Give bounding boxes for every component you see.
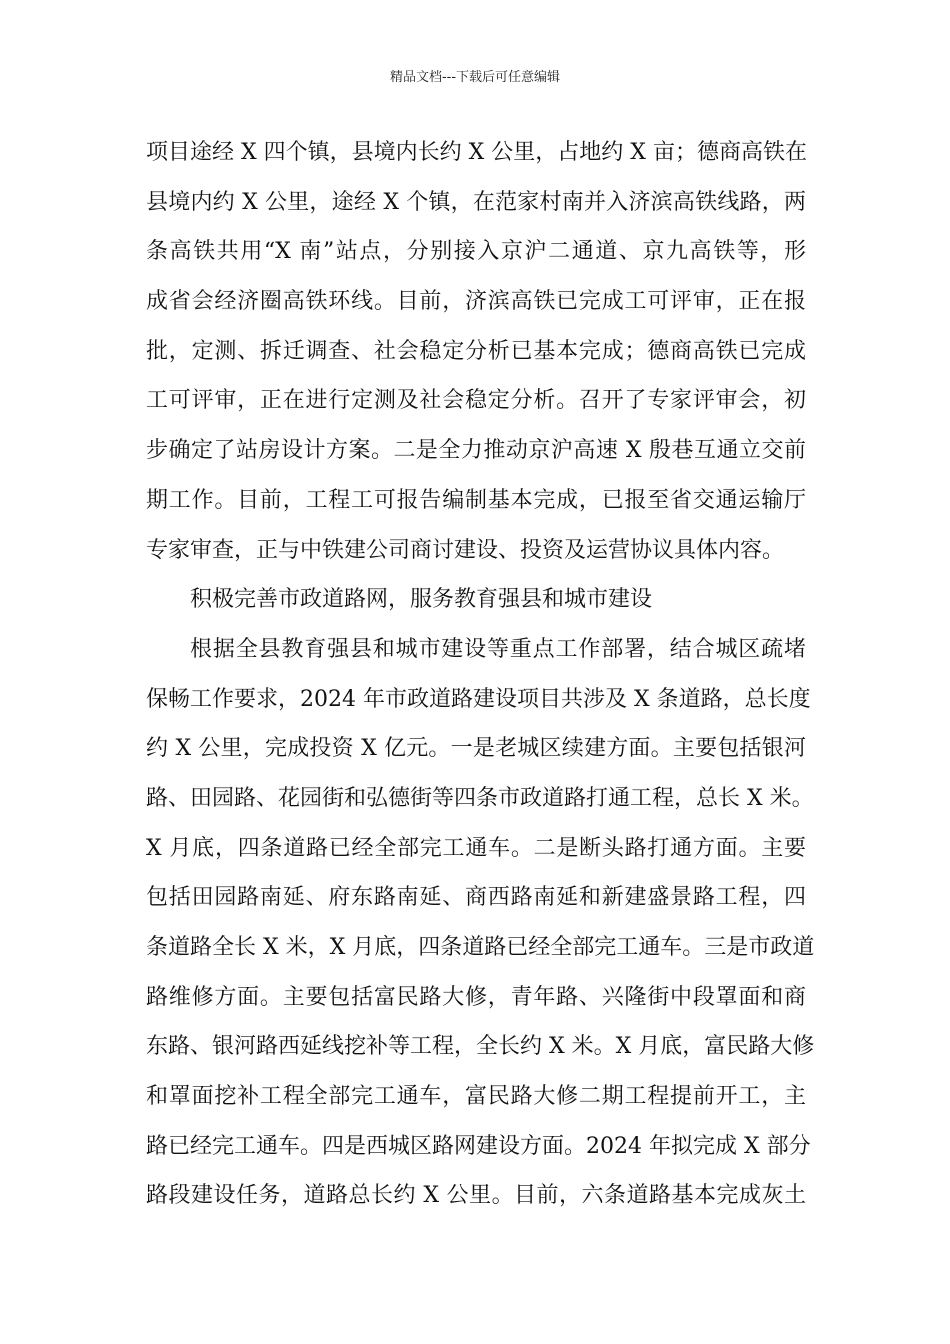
body-line: 县境内约 X 公里，途经 X 个镇，在范家村南并入济滨高铁线路，两 (146, 189, 806, 215)
body-line: 步确定了站房设计方案。二是全力推动京沪高速 X 殷巷互通立交前 (146, 438, 806, 464)
body-line: 工可评审，正在进行定测及社会稳定分析。召开了专家评审会，初 (146, 388, 806, 414)
body-line: 成省会经济圈高铁环线。目前，济滨高铁已完成工可评审，正在报 (146, 289, 806, 315)
body-line: 期工作。目前，工程工可报告编制基本完成，已报至省交通运输厅 (146, 487, 806, 513)
body-line: X 月底，四条道路已经全部完工通车。二是断头路打通方面。主要 (146, 835, 806, 861)
body-line: 根据全县教育强县和城市建设等重点工作部署，结合城区疏堵 (190, 636, 806, 662)
document-body (146, 132, 815, 1225)
page-header: 精品文档---下载后可任意编辑 (389, 70, 561, 85)
body-line: 路段建设任务，道路总长约 X 公里。目前，六条道路基本完成灰土 (146, 1183, 806, 1209)
body-line: 约 X 公里，完成投资 X 亿元。一是老城区续建方面。主要包括银河 (146, 736, 806, 762)
body-line: 东路、银河路西延线挖补等工程，全长约 X 米。X 月底，富民路大修 (146, 1034, 815, 1060)
body-line: 包括田园路南延、府东路南延、商西路南延和新建盛景路工程，四 (146, 885, 806, 911)
body-line: 保畅工作要求，2024 年市政道路建设项目共涉及 X 条道路，总长度 (146, 686, 811, 712)
body-line: 项目途经 X 四个镇，县境内长约 X 公里，占地约 X 亩；德商高铁在 (146, 140, 807, 165)
section-heading: 积极完善市政道路网，服务教育强县和城市建设 (190, 587, 653, 613)
body-line: 路维修方面。主要包括富民路大修，青年路、兴隆街中段罩面和商 (146, 984, 806, 1010)
body-line: 条高铁共用“X 南”站点，分别接入京沪二通道、京九高铁等，形 (146, 239, 806, 265)
body-line: 条道路全长 X 米，X 月底，四条道路已经全部完工通车。三是市政道 (146, 935, 815, 960)
body-line: 路已经完工通车。四是西城区路网建设方面。2024 年拟完成 X 部分 (146, 1133, 811, 1159)
body-line: 批，定测、拆迁调查、社会稳定分析已基本完成；德商高铁已完成 (146, 338, 806, 364)
body-line: 和罩面挖补工程全部完工通车，富民路大修二期工程提前开工，主 (146, 1084, 806, 1110)
body-line: 路、田园路、花园街和弘德街等四条市政道路打通工程，总长 X 米。 (146, 785, 814, 811)
body-line: 专家审查，正与中铁建公司商讨建设、投资及运营协议具体内容。 (146, 537, 785, 563)
